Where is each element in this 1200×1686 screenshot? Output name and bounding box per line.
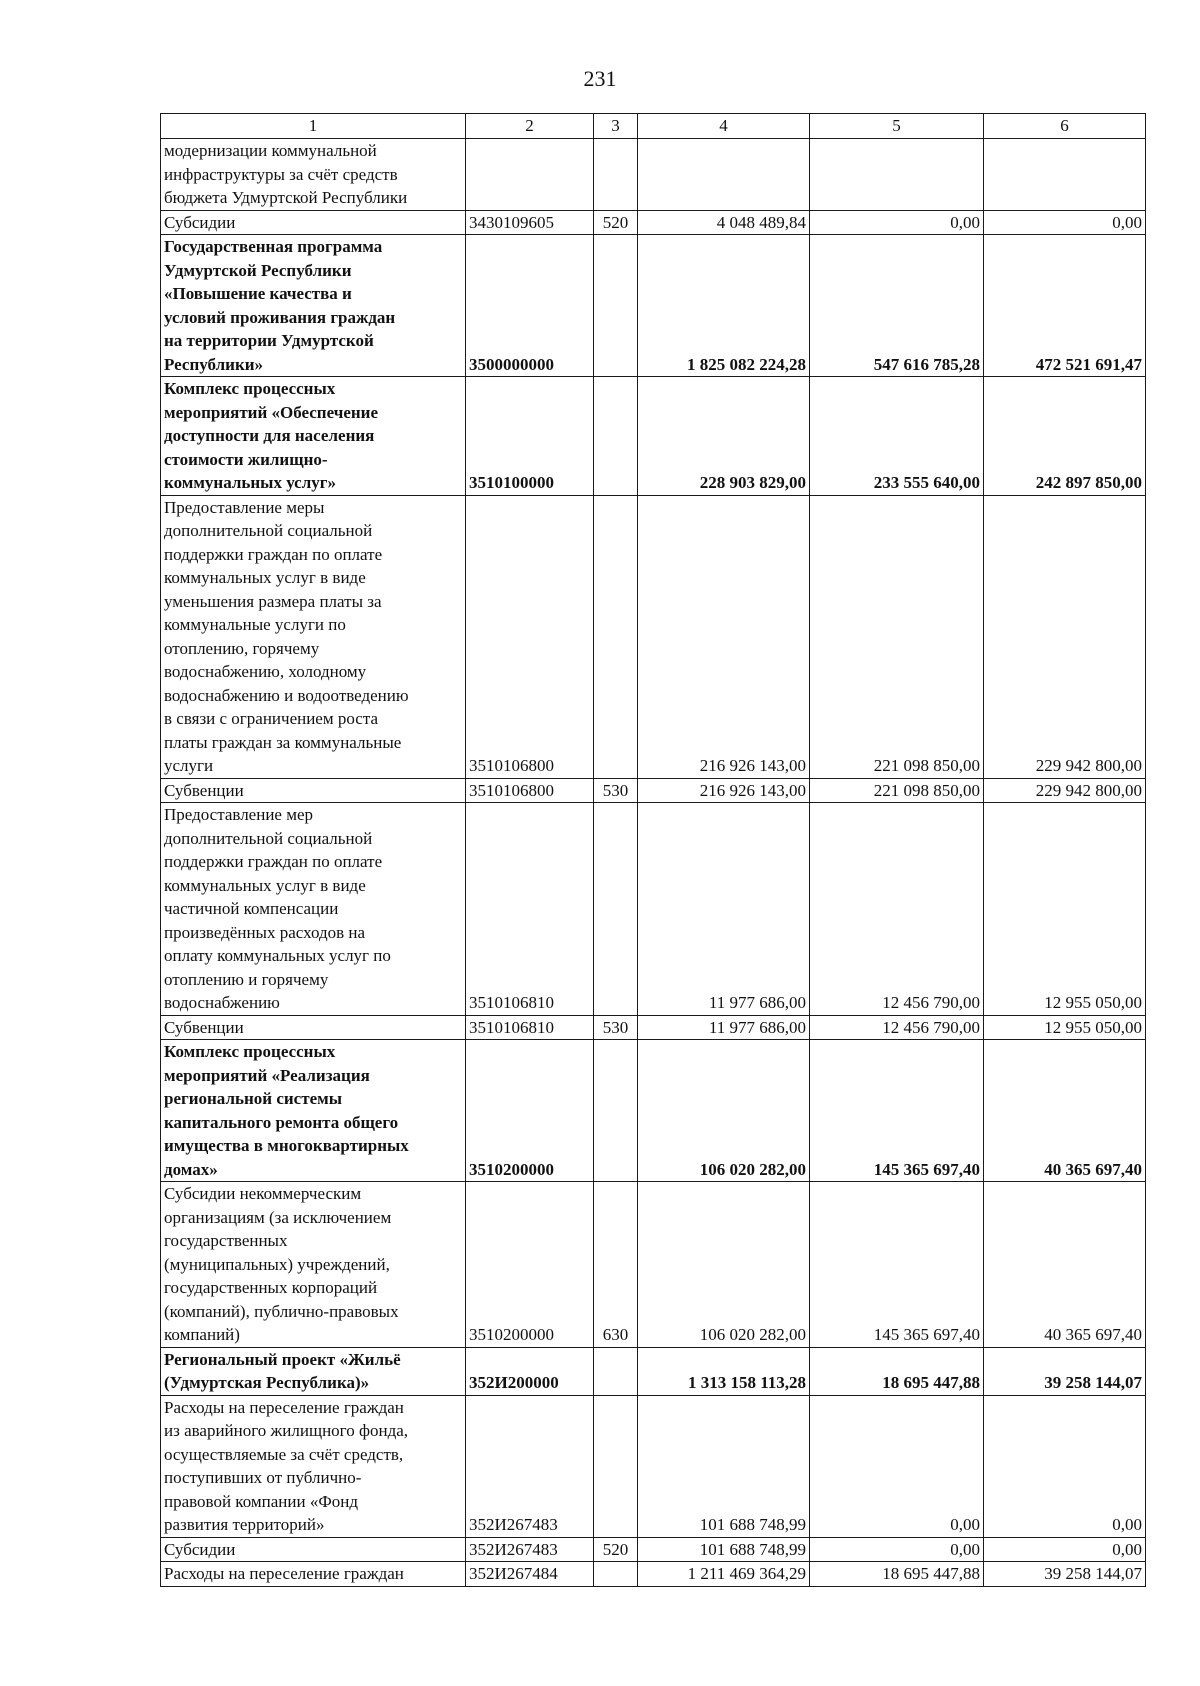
row-code-cell: 3430109605	[466, 210, 594, 235]
row-code-cell: 352И267483	[466, 1537, 594, 1562]
row-value-cell: 216 926 143,00	[638, 495, 810, 778]
row-value-cell: 1 825 082 224,28	[638, 235, 810, 377]
row-code-cell: 3510106810	[466, 1015, 594, 1040]
row-value-cell: 229 942 800,00	[984, 778, 1146, 803]
header-cell: 4	[638, 114, 810, 139]
row-name-cell: Государственная программа Удмуртской Республики «Повышение качества и условий проживания граждан на территории Удмуртской Республики»	[161, 235, 466, 377]
row-value-cell: 39 258 144,07	[984, 1562, 1146, 1587]
budget-table	[160, 113, 1146, 1587]
table-row	[161, 1537, 1146, 1562]
table-row	[161, 377, 1146, 496]
row-type-cell	[594, 1562, 638, 1587]
row-value-cell: 12 456 790,00	[810, 803, 984, 1016]
row-value-cell	[638, 139, 810, 211]
row-value-cell: 1 313 158 113,28	[638, 1347, 810, 1395]
row-name-cell: Расходы на переселение граждан	[161, 1562, 466, 1587]
row-name-cell: Субвенции	[161, 1015, 466, 1040]
row-type-cell	[594, 1395, 638, 1537]
row-name-cell: Комплекс процессных мероприятий «Реализация региональной системы капитального ремонта общего имущества в многоквартирных домах»	[161, 1040, 466, 1182]
row-value-cell: 228 903 829,00	[638, 377, 810, 496]
row-value-cell: 101 688 748,99	[638, 1537, 810, 1562]
table-body	[161, 139, 1146, 1587]
row-value-cell: 12 955 050,00	[984, 1015, 1146, 1040]
row-name-cell: модернизации коммунальной инфраструктуры за счёт средств бюджета Удмуртской Республики	[161, 139, 466, 211]
row-value-cell: 1 211 469 364,29	[638, 1562, 810, 1587]
row-value-cell: 233 555 640,00	[810, 377, 984, 496]
row-value-cell	[810, 139, 984, 211]
header-cell: 6	[984, 114, 1146, 139]
row-value-cell	[984, 139, 1146, 211]
table-row	[161, 139, 1146, 211]
row-value-cell: 40 365 697,40	[984, 1182, 1146, 1348]
row-type-cell: 630	[594, 1182, 638, 1348]
row-value-cell: 242 897 850,00	[984, 377, 1146, 496]
row-name-cell: Предоставление мер дополнительной социальной поддержки граждан по оплате коммунальных услуг в виде частичной компенсации произведённых расходов на оплату коммунальных услуг по отоплению и горячему водоснабжению	[161, 803, 466, 1016]
table-row	[161, 1562, 1146, 1587]
row-value-cell: 221 098 850,00	[810, 778, 984, 803]
row-value-cell: 229 942 800,00	[984, 495, 1146, 778]
row-code-cell: 3510200000	[466, 1040, 594, 1182]
row-type-cell	[594, 235, 638, 377]
row-value-cell: 0,00	[810, 1395, 984, 1537]
row-value-cell: 40 365 697,40	[984, 1040, 1146, 1182]
table-row	[161, 778, 1146, 803]
row-name-cell: Субсидии	[161, 210, 466, 235]
row-code-cell: 3510106800	[466, 495, 594, 778]
row-type-cell	[594, 377, 638, 496]
row-code-cell: 352И267484	[466, 1562, 594, 1587]
header-cell: 3	[594, 114, 638, 139]
row-type-cell: 520	[594, 210, 638, 235]
row-value-cell: 18 695 447,88	[810, 1347, 984, 1395]
row-type-cell	[594, 803, 638, 1016]
row-value-cell: 11 977 686,00	[638, 1015, 810, 1040]
row-value-cell: 4 048 489,84	[638, 210, 810, 235]
header-cell: 5	[810, 114, 984, 139]
table-row	[161, 495, 1146, 778]
table-row	[161, 803, 1146, 1016]
row-value-cell: 547 616 785,28	[810, 235, 984, 377]
row-value-cell: 0,00	[810, 1537, 984, 1562]
row-name-cell: Субсидии некоммерческим организациям (за исключением государственных (муниципальных) учреждений, государственных корпораций (компаний), публично-правовых компаний)	[161, 1182, 466, 1348]
table-header-row	[161, 114, 1146, 139]
row-code-cell: 3510200000	[466, 1182, 594, 1348]
row-value-cell: 18 695 447,88	[810, 1562, 984, 1587]
row-value-cell: 216 926 143,00	[638, 778, 810, 803]
row-value-cell: 472 521 691,47	[984, 235, 1146, 377]
row-value-cell: 12 456 790,00	[810, 1015, 984, 1040]
header-cell: 2	[466, 114, 594, 139]
row-value-cell: 0,00	[984, 1537, 1146, 1562]
row-code-cell: 3510106800	[466, 778, 594, 803]
row-name-cell: Расходы на переселение граждан из аварийного жилищного фонда, осуществляемые за счёт средств, поступивших от публично- правовой компании «Фонд развития территорий»	[161, 1395, 466, 1537]
row-code-cell: 3510100000	[466, 377, 594, 496]
row-type-cell: 520	[594, 1537, 638, 1562]
page-number: 231	[583, 66, 617, 91]
row-code-cell: 3500000000	[466, 235, 594, 377]
row-type-cell: 530	[594, 1015, 638, 1040]
row-code-cell: 3510106810	[466, 803, 594, 1016]
table-row	[161, 1395, 1146, 1537]
row-value-cell: 39 258 144,07	[984, 1347, 1146, 1395]
row-value-cell: 12 955 050,00	[984, 803, 1146, 1016]
row-type-cell: 530	[594, 778, 638, 803]
table-row	[161, 235, 1146, 377]
row-name-cell: Комплекс процессных мероприятий «Обеспечение доступности для населения стоимости жилищно- коммунальных услуг»	[161, 377, 466, 496]
row-type-cell	[594, 495, 638, 778]
table-row	[161, 1182, 1146, 1348]
table-row	[161, 1040, 1146, 1182]
row-value-cell: 0,00	[810, 210, 984, 235]
row-name-cell: Региональный проект «Жильё (Удмуртская Республика)»	[161, 1347, 466, 1395]
row-name-cell: Субсидии	[161, 1537, 466, 1562]
row-value-cell: 221 098 850,00	[810, 495, 984, 778]
row-type-cell	[594, 1347, 638, 1395]
row-code-cell: 352И200000	[466, 1347, 594, 1395]
row-value-cell: 145 365 697,40	[810, 1182, 984, 1348]
row-value-cell: 0,00	[984, 210, 1146, 235]
table-row	[161, 1015, 1146, 1040]
row-value-cell: 0,00	[984, 1395, 1146, 1537]
row-name-cell: Предоставление меры дополнительной социальной поддержки граждан по оплате коммунальных услуг в виде уменьшения размера платы за коммунальные услуги по отоплению, горячему водоснабжению, холодному водоснабжению и водоотведению в связи с ограничением роста платы граждан за коммунальные услуги	[161, 495, 466, 778]
row-code-cell: 352И267483	[466, 1395, 594, 1537]
row-value-cell: 106 020 282,00	[638, 1182, 810, 1348]
table-row	[161, 210, 1146, 235]
row-value-cell: 145 365 697,40	[810, 1040, 984, 1182]
row-type-cell	[594, 1040, 638, 1182]
row-value-cell: 101 688 748,99	[638, 1395, 810, 1537]
row-type-cell	[594, 139, 638, 211]
row-value-cell: 11 977 686,00	[638, 803, 810, 1016]
table-row	[161, 1347, 1146, 1395]
row-name-cell: Субвенции	[161, 778, 466, 803]
row-value-cell: 106 020 282,00	[638, 1040, 810, 1182]
row-code-cell	[466, 139, 594, 211]
header-cell: 1	[161, 114, 466, 139]
